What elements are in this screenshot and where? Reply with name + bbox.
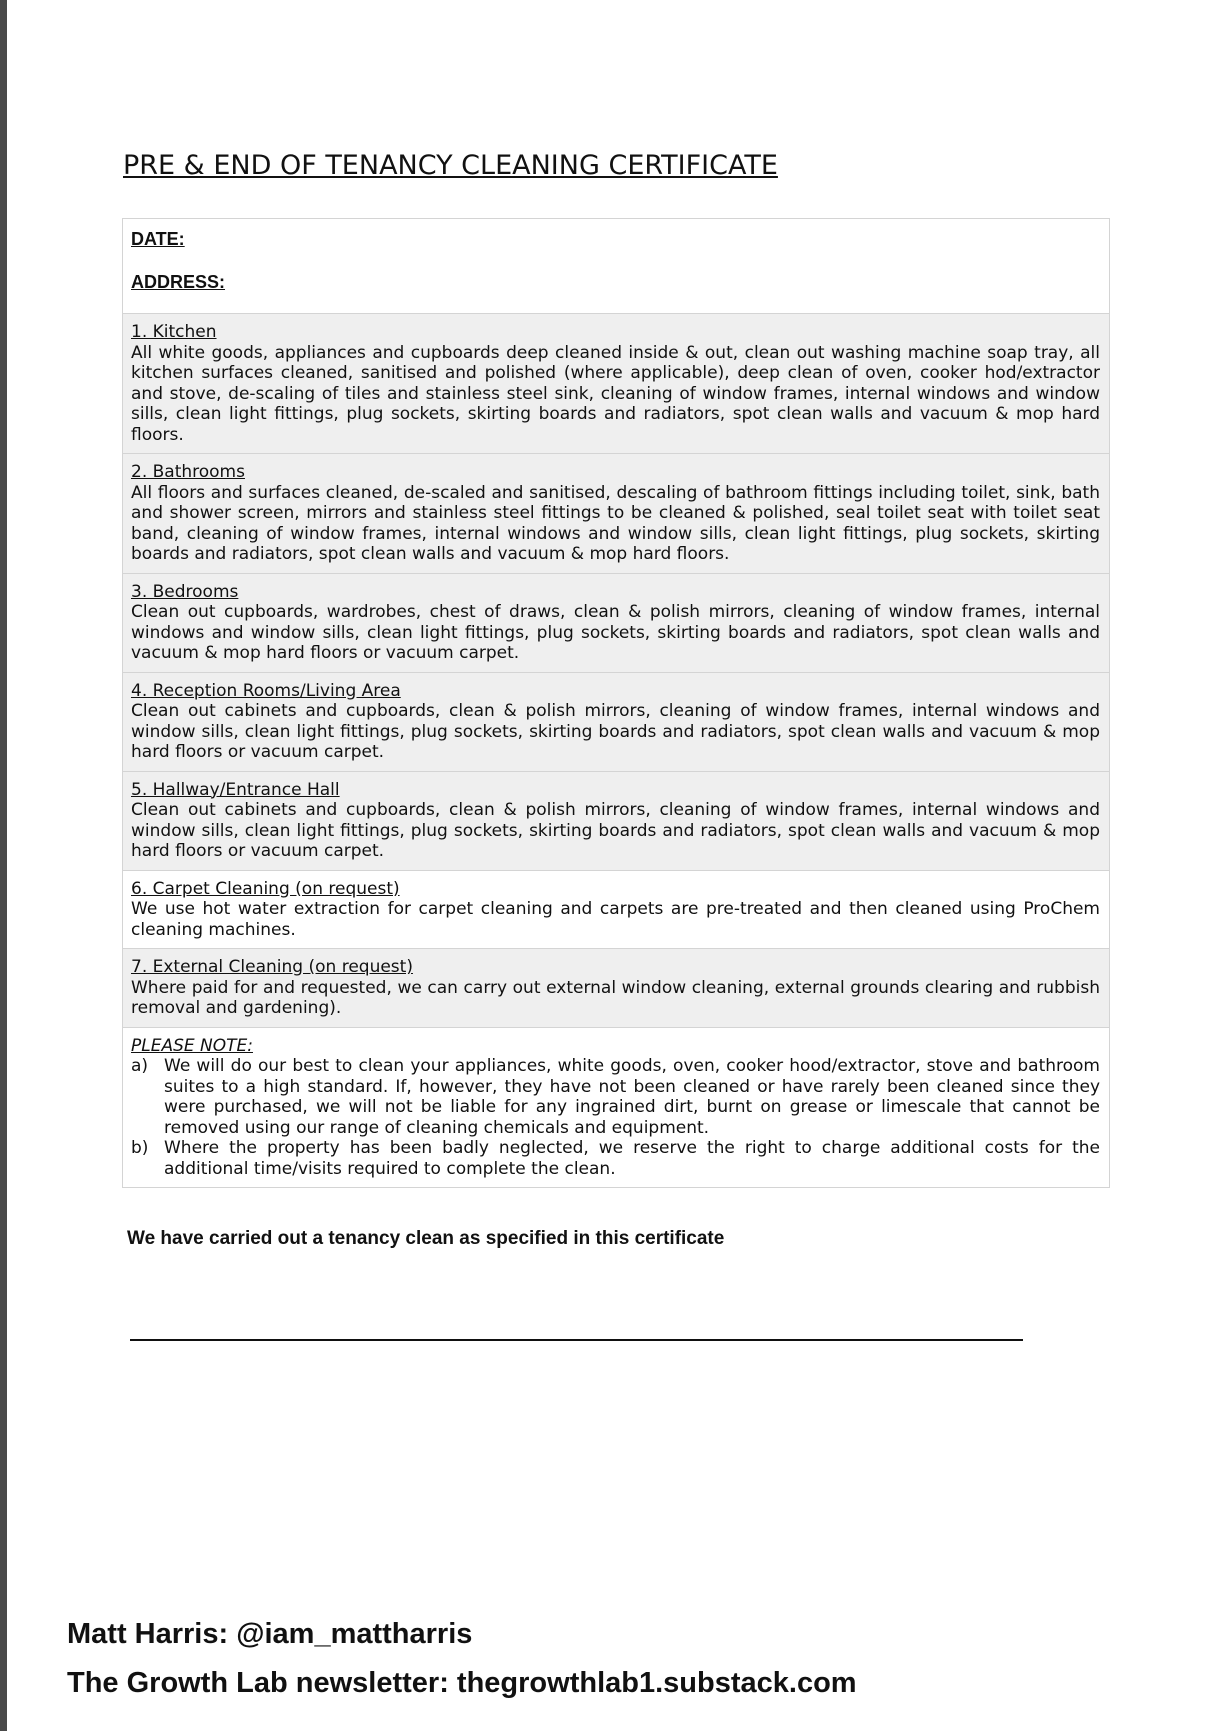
- date-address-block: [123, 219, 1109, 313]
- section-title: 3. Bedrooms: [131, 581, 239, 602]
- section-bathrooms: [123, 453, 1109, 573]
- section-body: Clean out cupboards, wardrobes, chest of draws, clean & polish mirrors, cleaning of window frames, internal windows and window sills, clean light fittings, plug sockets, skirting boards and radiators, spot clean walls and vacuum & mop hard floors or vacuum carpet.: [131, 602, 1100, 663]
- section-body: Clean out cabinets and cupboards, clean & polish mirrors, cleaning of window frames, internal windows and window sills, clean light fittings, plug sockets, skirting boards and radiators, spot clean walls and vacuum & mop hard floors or vacuum carpet.: [131, 800, 1100, 861]
- section-title: 1. Kitchen: [131, 322, 217, 342]
- certificate-table: [122, 218, 1110, 1188]
- section-title: 7. External Cleaning (on request): [131, 957, 413, 977]
- section-title: 6. Carpet Cleaning (on request): [131, 878, 400, 899]
- section-title: 5. Hallway/Entrance Hall: [131, 779, 340, 800]
- section-reception-rooms: [123, 672, 1109, 771]
- author-credit: Matt Harris: @iam_mattharris: [67, 1618, 473, 1650]
- section-body: Where paid for and requested, we can carry out external window cleaning, external grounds clearing and rubbish removal and gardening).: [131, 977, 1100, 1018]
- note-marker: b): [131, 1138, 149, 1158]
- section-kitchen: [123, 313, 1109, 453]
- note-text: We will do our best to clean your appliances, white goods, oven, cooker hood/extractor, stove and bathroom suites to a high standard. If, however, they have not been cleaned or have rarely been cleaned since they were purchased, we will not be liable for any ingrained dirt, burnt on grease or limescale that cannot be removed using our range of cleaning chemicals and equipment.: [164, 1056, 1100, 1138]
- section-body: All white goods, appliances and cupboards deep cleaned inside & out, clean out washing machine soap tray, all kitchen surfaces cleaned, sanitised and polished (where applicable), deep clean of oven, cooker hod/extractor and stove, de-scaling of tiles and stainless steel sink, cleaning of window frames, internal windows and window sills, clean light fittings, plug sockets, skirting boards and radiators, spot clean walls and vacuum & mop hard floors.: [131, 342, 1100, 445]
- section-hallway: [123, 771, 1109, 870]
- newsletter-credit: The Growth Lab newsletter: thegrowthlab1.substack.com: [67, 1667, 857, 1699]
- section-external-cleaning: [123, 948, 1109, 1027]
- section-title: 2. Bathrooms: [131, 462, 245, 482]
- note-text: Where the property has been badly neglected, we reserve the right to charge additional costs for the additional time/visits required to complete the clean.: [164, 1138, 1100, 1179]
- section-body: All floors and surfaces cleaned, de-scaled and sanitised, descaling of bathroom fittings including toilet, sink, bath and shower screen, mirrors and stainless steel fittings to be cleaned & polished, seal toilet seat with toilet seat band, cleaning of window frames, internal windows and window sills, clean light fittings, plug sockets, skirting boards and radiators, spot clean walls and vacuum & mop hard floors.: [131, 482, 1100, 564]
- section-title: 4. Reception Rooms/Living Area: [131, 680, 401, 701]
- note-title: PLEASE NOTE:: [131, 1035, 253, 1056]
- section-carpet-cleaning: [123, 870, 1109, 949]
- note-marker: a): [131, 1056, 149, 1076]
- section-body: Clean out cabinets and cupboards, clean & polish mirrors, cleaning of window frames, internal windows and window sills, clean light fittings, plug sockets, skirting boards and radiators, spot clean walls and vacuum & mop hard floors or vacuum carpet.: [131, 701, 1100, 762]
- section-bedrooms: [123, 573, 1109, 672]
- certification-statement: We have carried out a tenancy clean as specified in this certificate: [127, 1228, 725, 1249]
- please-note-block: [123, 1027, 1109, 1188]
- note-item: [131, 1056, 1100, 1138]
- certificate-title: PRE & END OF TENANCY CLEANING CERTIFICATE: [123, 150, 778, 181]
- signature-line: [130, 1339, 1023, 1341]
- date-label: DATE:: [131, 229, 185, 249]
- section-body: We use hot water extraction for carpet cleaning and carpets are pre-treated and then cleaned using ProChem cleaning machines.: [131, 899, 1100, 940]
- note-item: [131, 1138, 1100, 1179]
- address-label: ADDRESS:: [131, 271, 226, 292]
- page-edge: [0, 0, 7, 1731]
